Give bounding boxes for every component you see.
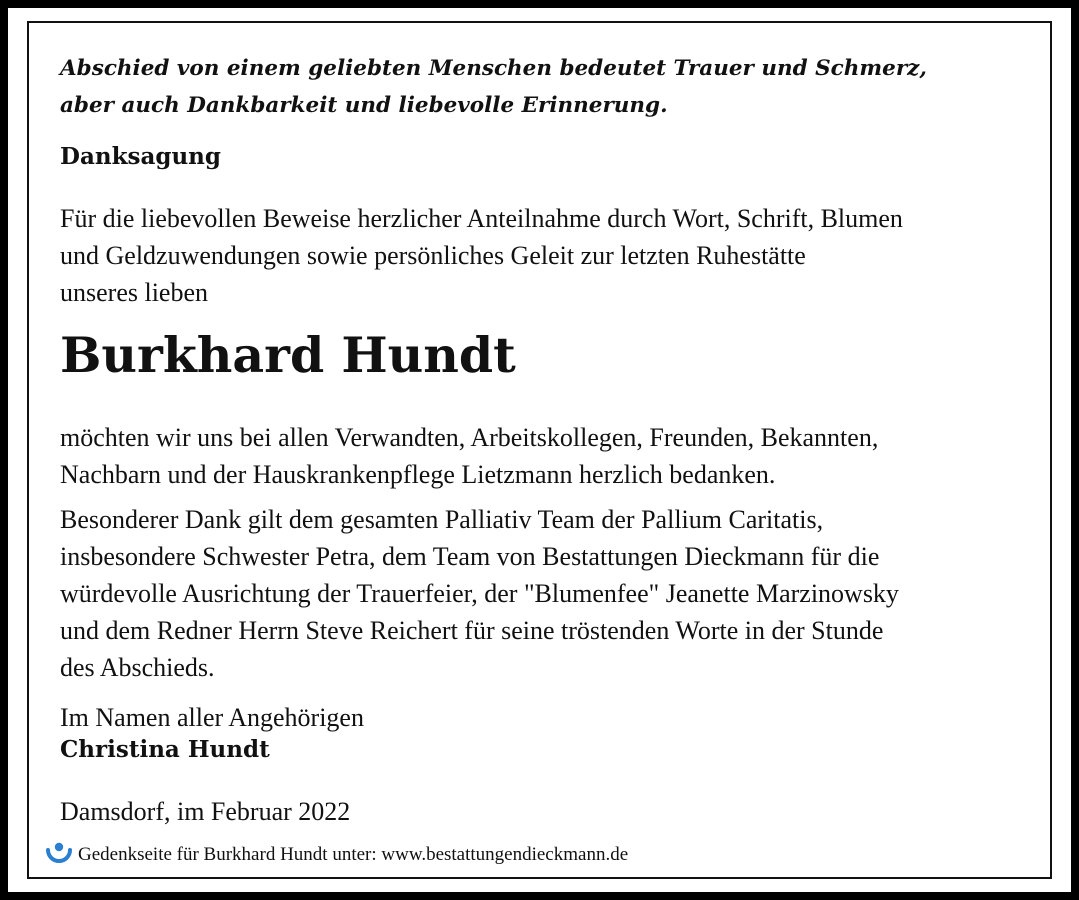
paragraph-line: Für die liebevollen Beweise herzlicher Anteilnahme durch Wort, Schrift, Blumen <box>60 204 903 233</box>
signature-intro: Im Namen aller Angehörigen <box>60 703 364 732</box>
paragraph-line: und dem Redner Herrn Steve Reichert für seine tröstenden Worte in der Stunde <box>60 616 884 645</box>
paragraph-line: möchten wir uns bei allen Verwandten, Arbeitskollegen, Freunden, Bekannten, <box>60 423 879 452</box>
notice-border <box>27 21 1052 879</box>
paragraph-line: unseres lieben <box>60 278 209 307</box>
paragraph-line: des Abschieds. <box>60 653 215 682</box>
heading-danksagung: Danksagung <box>60 143 221 170</box>
motto <box>60 50 927 124</box>
motto-line: aber auch Dankbarkeit und liebevolle Erinnerung. <box>60 93 668 118</box>
paragraph-line: würdevolle Ausrichtung der Trauerfeier, der "Blumenfee" Jeanette Marzinowsky <box>60 579 899 608</box>
paragraph-line: Besonderer Dank gilt dem gesamten Palliativ Team der Pallium Caritatis, <box>60 505 824 534</box>
memorial-page-link[interactable]: Gedenkseite für Burkhard Hundt unter: www.bestattungendieckmann.de <box>78 844 629 865</box>
deceased-name: Burkhard Hundt <box>60 326 516 384</box>
paragraph-intro <box>60 200 903 311</box>
signature-name: Christina Hundt <box>60 736 270 763</box>
paragraph-line: und Geldzuwendungen sowie persönliches Geleit zur letzten Ruhestätte <box>60 241 806 270</box>
paragraph-special-thanks <box>60 501 899 686</box>
motto-line: Abschied von einem geliebten Menschen bedeutet Trauer und Schmerz, <box>60 56 927 81</box>
memorial-logo-icon <box>44 838 74 873</box>
place-date: Damsdorf, im Februar 2022 <box>60 797 351 826</box>
paragraph-line: insbesondere Schwester Petra, dem Team von Bestattungen Dieckmann für die <box>60 542 880 571</box>
footer <box>44 840 628 870</box>
notice-paper <box>8 8 1071 892</box>
paragraph-line: Nachbarn und der Hauskrankenpflege Lietzmann herzlich bedanken. <box>60 460 776 489</box>
paragraph-thanks <box>60 419 878 493</box>
